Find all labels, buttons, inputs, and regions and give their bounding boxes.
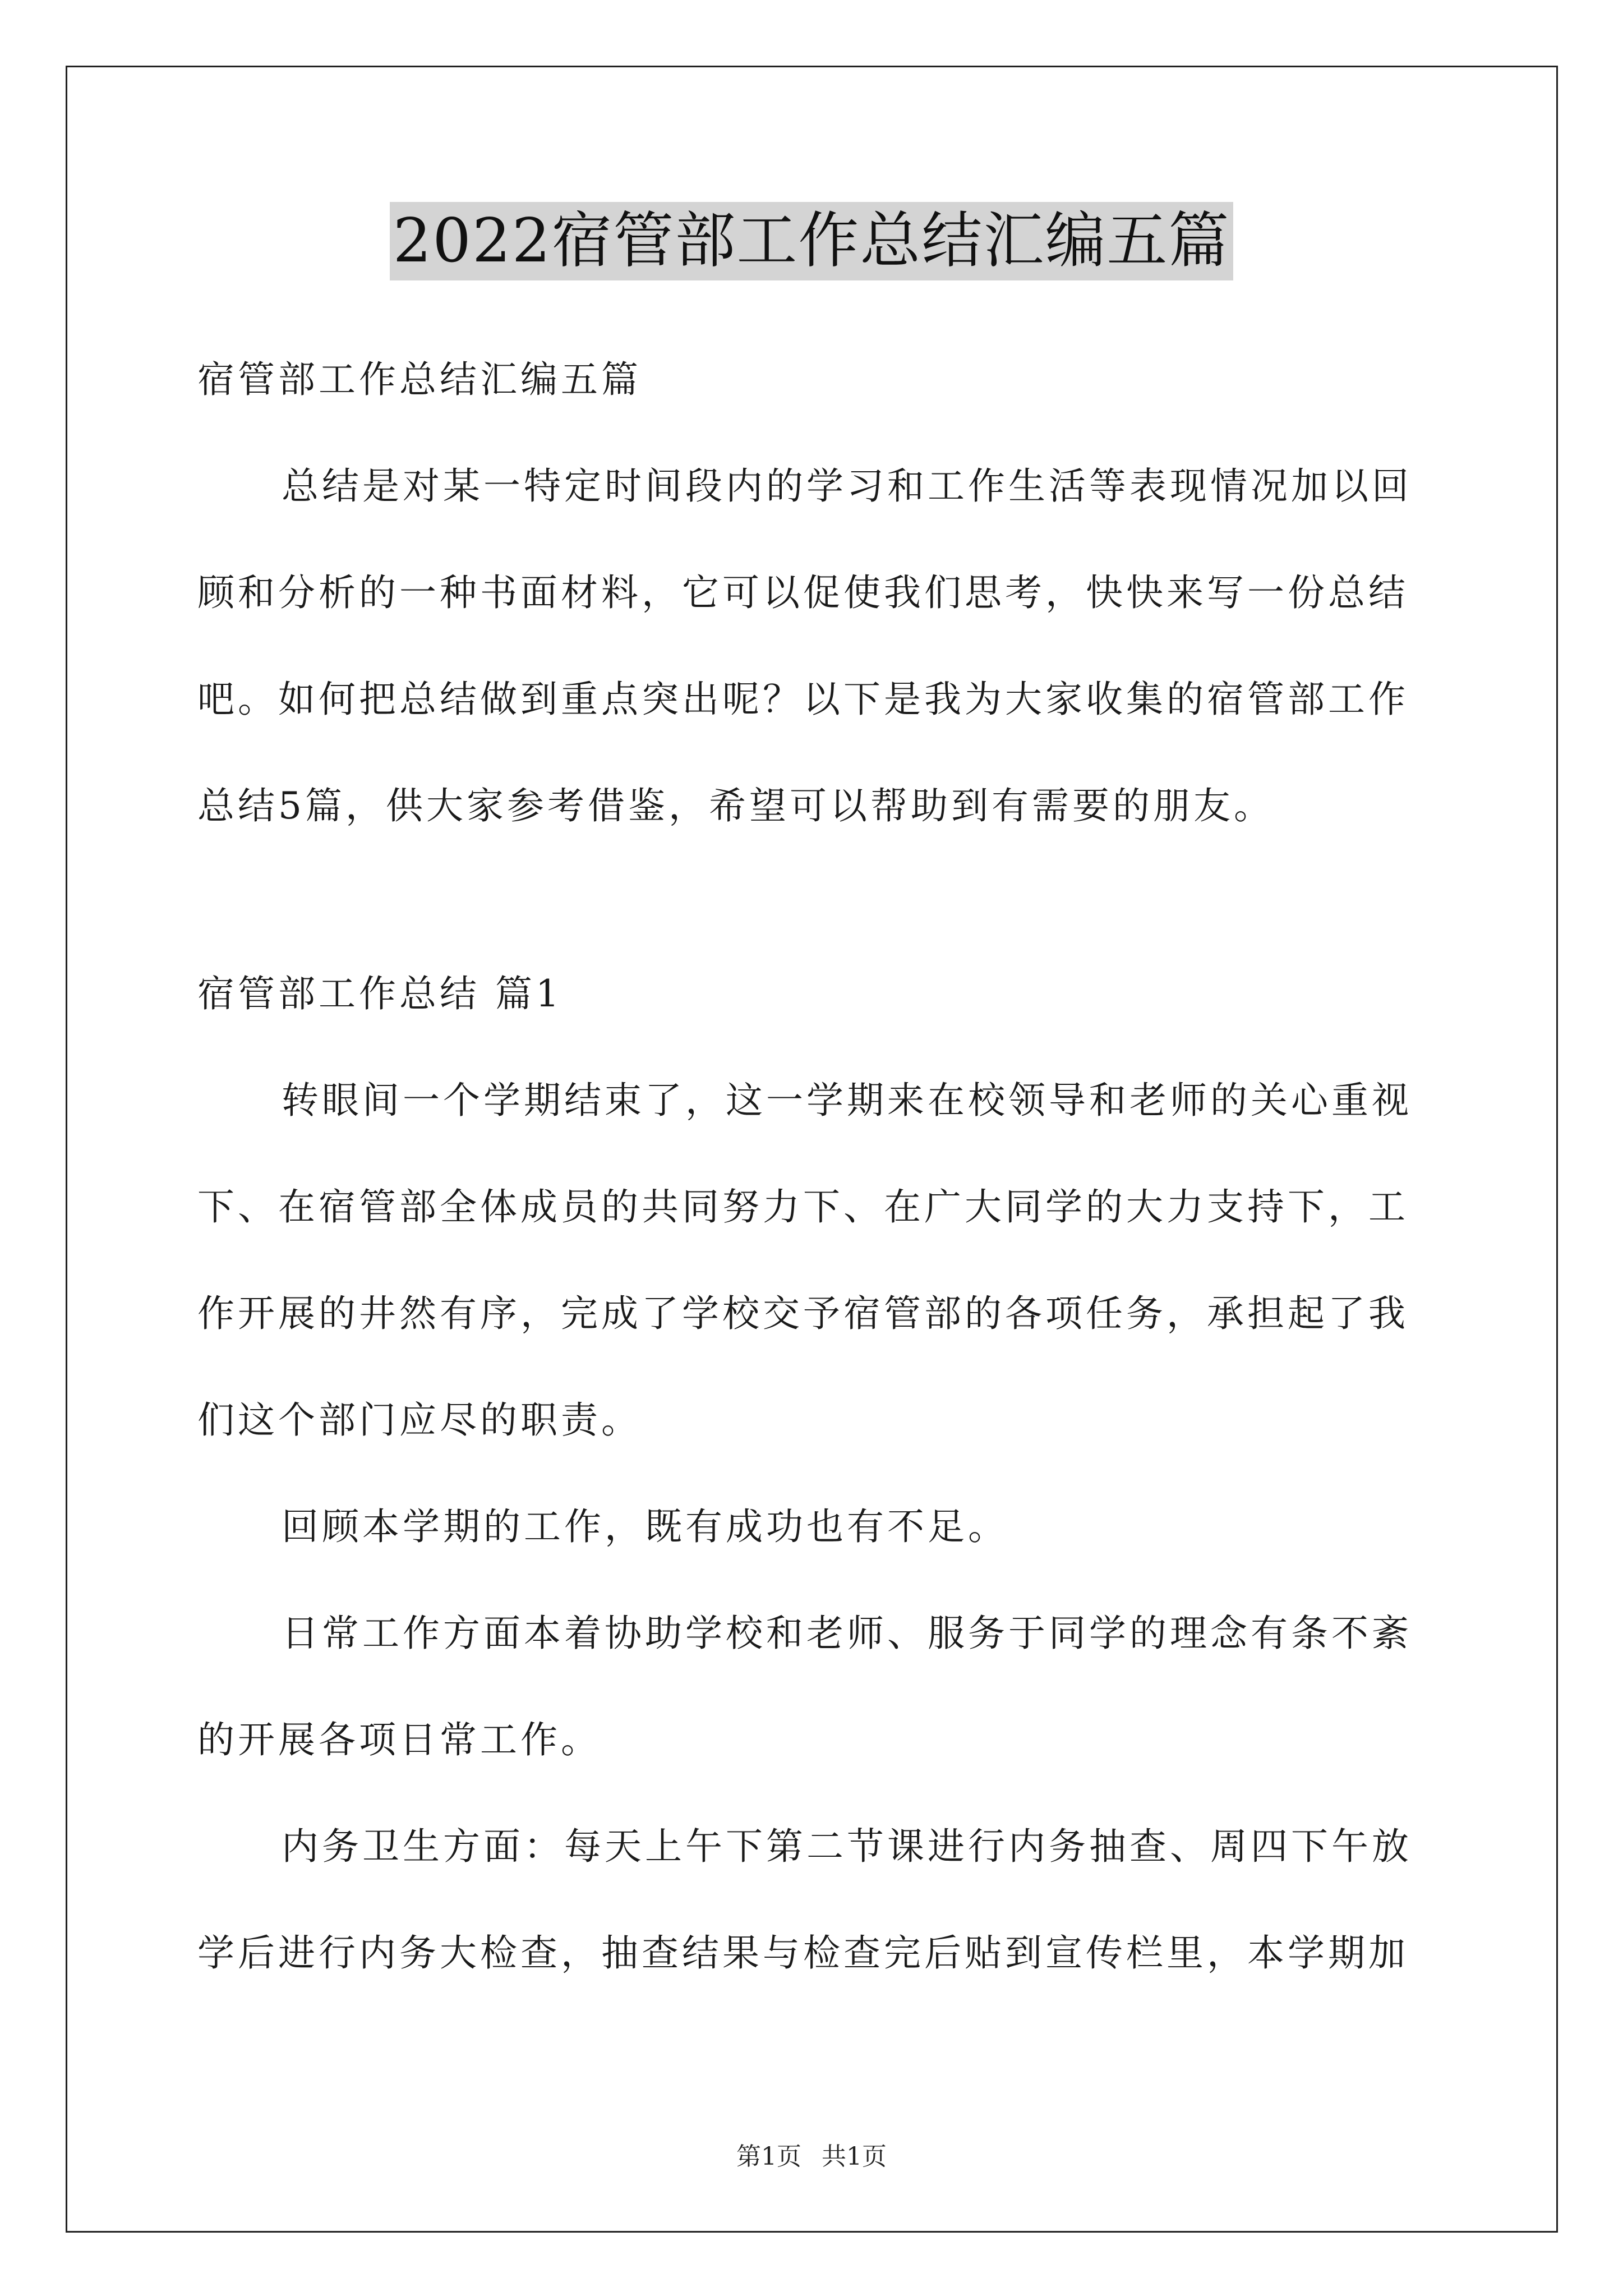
document-title: 2022宿管部工作总结汇编五篇: [390, 202, 1234, 280]
title-container: [0, 202, 1623, 280]
intro-line: 顾和分析的一种书面材料，它可以促使我们思考，快快来写一份总结: [197, 571, 1409, 614]
body-line: 作开展的井然有序，完成了学校交予宿管部的各项任务，承担起了我: [197, 1292, 1409, 1335]
section-heading: 宿管部工作总结 篇1: [197, 972, 562, 1015]
page-footer: [0, 2140, 1623, 2174]
body-line: 学后进行内务大检查，抽查结果与检查完后贴到宣传栏里，本学期加: [197, 1931, 1409, 1975]
document-subtitle: 宿管部工作总结汇编五篇: [197, 358, 642, 401]
body-line: 回顾本学期的工作，既有成功也有不足。: [282, 1505, 1008, 1548]
body-line: 的开展各项日常工作。: [197, 1718, 601, 1761]
body-line: 日常工作方面本着协助学校和老师、服务于同学的理念有条不紊: [282, 1612, 1412, 1655]
page-number: 第1页: [736, 2142, 801, 2171]
body-line: 下、在宿管部全体成员的共同努力下、在广大同学的大力支持下，工: [197, 1185, 1409, 1228]
intro-line: 总结5篇，供大家参考借鉴，希望可以帮助到有需要的朋友。: [197, 784, 1274, 827]
body-line: 转眼间一个学期结束了，这一学期来在校领导和老师的关心重视: [282, 1079, 1412, 1122]
body-line: 们这个部门应尽的职责。: [197, 1398, 642, 1442]
body-line: 内务卫生方面：每天上午下第二节课进行内务抽查、周四下午放: [282, 1825, 1412, 1868]
page-total: 共1页: [822, 2142, 887, 2171]
intro-line: 总结是对某一特定时间段内的学习和工作生活等表现情况加以回: [282, 464, 1412, 508]
intro-line: 吧。如何把总结做到重点突出呢？以下是我为大家收集的宿管部工作: [197, 678, 1409, 721]
